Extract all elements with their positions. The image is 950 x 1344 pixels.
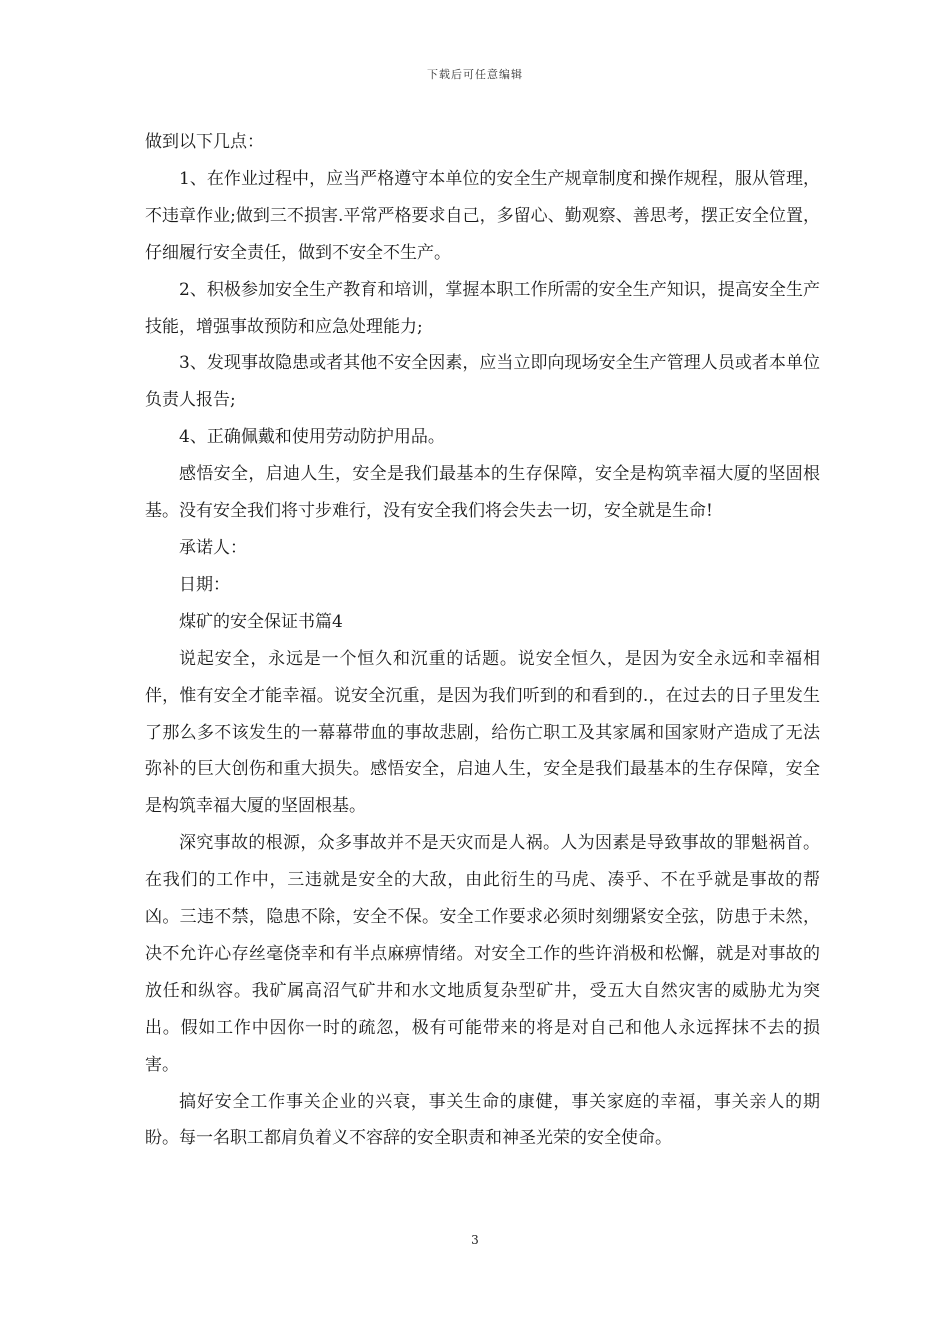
paragraph-reflection: 感悟安全，启迪人生，安全是我们最基本的生存保障，安全是构筑幸福大厦的坚固根基。没有安全我们将寸步难行，没有安全我们将会失去一切，安全就是生命! (145, 464, 820, 522)
signature-label: 承诺人： (179, 537, 247, 558)
page-number: 3 (471, 1233, 479, 1247)
paragraph-intro: 做到以下几点： (145, 132, 264, 152)
header-note: 下载后可任意编辑 (427, 68, 523, 81)
paragraph-safety-topic: 说起安全，永远是一个恒久和沉重的话题。说安全恒久，是因为安全永远和幸福相伴，惟有安全才能幸福。说安全沉重，是因为我们听到的和看到的.，在过去的日子里发生了那么多不该发生的一幕幕带血的事故悲剧，给伤亡职工及其家属和国家财产造成了无法弥补的巨大创伤和重大损失。感悟安全，启迪人生，安全是我们最基本的生存保障，安全是构筑幸福大厦的坚固根基。 (145, 648, 820, 817)
paragraph-item-4: 4、正确佩戴和使用劳动防护用品。 (179, 427, 445, 448)
paragraph-safety-mission: 搞好安全工作事关企业的兴衰，事关生命的康健，事关家庭的幸福，事关亲人的期盼。每一名职工都肩负着义不容辞的安全职责和神圣光荣的安全使命。 (145, 1091, 820, 1149)
document-body (145, 124, 820, 1157)
paragraph-accident-cause: 深究事故的根源，众多事故并不是天灾而是人祸。人为因素是导致事故的罪魁祸首。在我们的工作中，三违就是安全的大敌，由此衍生的马虎、凑乎、不在乎就是事故的帮凶。三违不禁，隐患不除，安全不保。安全工作要求必须时刻绷紧安全弦，防患于未然，决不允许心存丝毫侥幸和有半点麻痹情绪。对安全工作的些许消极和松懈，就是对事故的放任和纵容。我矿属高沼气矿井和水文地质复杂型矿井，受五大自然灾害的威胁尤为突出。假如工作中因你一时的疏忽，极有可能带来的将是对自己和他人永远挥抹不去的损害。 (145, 833, 820, 1075)
paragraph-item-1: 1、在作业过程中，应当严格遵守本单位的安全生产规章制度和操作规程，服从管理，不违章作业;做到三不损害.平常严格要求自己，多留心、勤观察、善思考，摆正安全位置，仔细履行安全责任，做到不安全不生产。 (145, 168, 820, 263)
paragraph-item-2: 2、积极参加安全生产教育和培训，掌握本职工作所需的安全生产知识，提高安全生产技能，增强事故预防和应急处理能力; (145, 279, 820, 337)
section-title: 煤矿的安全保证书篇4 (179, 611, 343, 632)
date-label: 日期： (179, 574, 230, 595)
paragraph-item-3: 3、发现事故隐患或者其他不安全因素，应当立即向现场安全生产管理人员或者本单位负责人报告; (145, 353, 820, 411)
